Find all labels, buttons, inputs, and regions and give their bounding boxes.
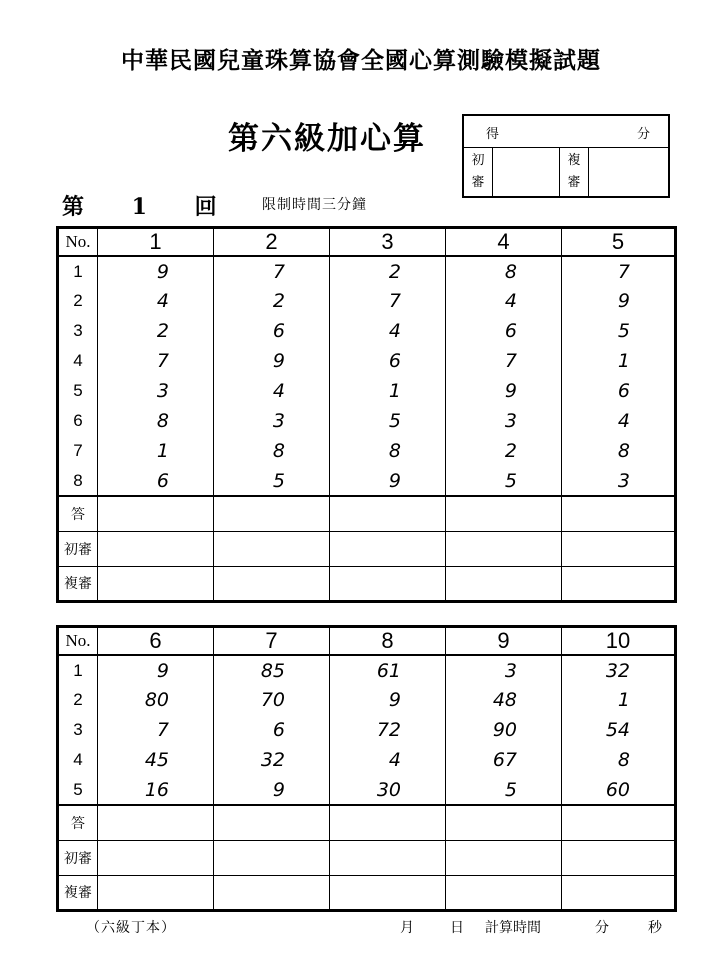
round-label: 第 1 回 bbox=[62, 194, 237, 220]
answer-cell[interactable] bbox=[562, 496, 676, 531]
answer-cell[interactable] bbox=[562, 805, 676, 840]
problem-value: 48 bbox=[446, 685, 562, 715]
problem-value: 3 bbox=[562, 466, 676, 496]
problem-number-header: 1 bbox=[98, 228, 214, 257]
table-row bbox=[58, 655, 676, 685]
problem-value: 3 bbox=[446, 406, 562, 436]
first-review-label: 初審 bbox=[471, 153, 485, 190]
problem-value: 85 bbox=[214, 655, 330, 685]
problem-value: 7 bbox=[562, 256, 676, 286]
row-number: 1 bbox=[58, 256, 98, 286]
problem-table-b bbox=[56, 625, 677, 912]
table-row bbox=[58, 775, 676, 805]
problem-value: 2 bbox=[214, 286, 330, 316]
problem-value: 6 bbox=[98, 466, 214, 496]
problem-value: 8 bbox=[562, 436, 676, 466]
header-row bbox=[58, 627, 676, 656]
answer-cell[interactable] bbox=[330, 531, 446, 566]
problem-value: 70 bbox=[214, 685, 330, 715]
answer-row-label: 初審 bbox=[58, 531, 98, 566]
answer-cell[interactable] bbox=[214, 805, 330, 840]
problem-value: 9 bbox=[330, 466, 446, 496]
answer-cell[interactable] bbox=[98, 875, 214, 910]
table-row bbox=[58, 685, 676, 715]
problem-value: 9 bbox=[330, 685, 446, 715]
answer-cell[interactable] bbox=[98, 840, 214, 875]
problem-number-header: 4 bbox=[446, 228, 562, 257]
second-review-label-cell bbox=[560, 147, 589, 198]
problem-value: 3 bbox=[98, 376, 214, 406]
problem-value: 3 bbox=[214, 406, 330, 436]
table-row bbox=[58, 745, 676, 775]
problem-value: 16 bbox=[98, 775, 214, 805]
problem-value: 7 bbox=[446, 346, 562, 376]
problem-value: 72 bbox=[330, 715, 446, 745]
answer-cell[interactable] bbox=[330, 496, 446, 531]
problem-value: 61 bbox=[330, 655, 446, 685]
problem-value: 6 bbox=[330, 346, 446, 376]
problem-value: 4 bbox=[330, 745, 446, 775]
day-label: 日 bbox=[450, 920, 464, 936]
problem-value: 1 bbox=[562, 685, 676, 715]
problem-value: 5 bbox=[562, 316, 676, 346]
answer-cell[interactable] bbox=[446, 531, 562, 566]
problem-value: 4 bbox=[330, 316, 446, 346]
table-row bbox=[58, 466, 676, 496]
answer-row-label: 答 bbox=[58, 496, 98, 531]
table-row bbox=[58, 406, 676, 436]
row-number: 3 bbox=[58, 715, 98, 745]
problem-value: 67 bbox=[446, 745, 562, 775]
row-number: 4 bbox=[58, 745, 98, 775]
problem-value: 9 bbox=[446, 376, 562, 406]
problem-value: 54 bbox=[562, 715, 676, 745]
table-row bbox=[58, 376, 676, 406]
answer-cell[interactable] bbox=[446, 496, 562, 531]
problem-value: 9 bbox=[214, 775, 330, 805]
month-label: 月 bbox=[400, 920, 414, 936]
first-review-field[interactable] bbox=[493, 147, 560, 198]
answer-row bbox=[58, 566, 676, 601]
minutes-label: 分 bbox=[595, 920, 609, 936]
problem-number-header: 6 bbox=[98, 627, 214, 656]
problem-number-header: 5 bbox=[562, 228, 676, 257]
table-row bbox=[58, 286, 676, 316]
problem-value: 5 bbox=[446, 466, 562, 496]
row-number: 1 bbox=[58, 655, 98, 685]
problem-number-header: 2 bbox=[214, 228, 330, 257]
problem-value: 5 bbox=[446, 775, 562, 805]
row-number: 8 bbox=[58, 466, 98, 496]
problem-number-header: 10 bbox=[562, 627, 676, 656]
problem-value: 7 bbox=[98, 346, 214, 376]
answer-cell[interactable] bbox=[98, 566, 214, 601]
problem-value: 8 bbox=[330, 436, 446, 466]
problem-value: 32 bbox=[214, 745, 330, 775]
row-number: 4 bbox=[58, 346, 98, 376]
problem-value: 2 bbox=[446, 436, 562, 466]
problem-value: 6 bbox=[562, 376, 676, 406]
problem-value: 8 bbox=[98, 406, 214, 436]
answer-cell[interactable] bbox=[562, 875, 676, 910]
first-review-label-cell bbox=[464, 147, 493, 198]
answer-cell[interactable] bbox=[446, 805, 562, 840]
no-header: No. bbox=[58, 228, 98, 257]
table-row bbox=[58, 436, 676, 466]
row-number: 5 bbox=[58, 376, 98, 406]
problem-number-header: 8 bbox=[330, 627, 446, 656]
second-review-label: 複審 bbox=[567, 153, 581, 190]
answer-row bbox=[58, 840, 676, 875]
answer-cell[interactable] bbox=[330, 805, 446, 840]
no-header: No. bbox=[58, 627, 98, 656]
problem-value: 1 bbox=[562, 346, 676, 376]
problem-value: 80 bbox=[98, 685, 214, 715]
answer-cell[interactable] bbox=[562, 531, 676, 566]
row-number: 2 bbox=[58, 685, 98, 715]
score-row bbox=[464, 116, 668, 148]
problem-value: 9 bbox=[98, 655, 214, 685]
row-number: 6 bbox=[58, 406, 98, 436]
answer-cell[interactable] bbox=[98, 805, 214, 840]
answer-cell[interactable] bbox=[446, 566, 562, 601]
problem-value: 5 bbox=[330, 406, 446, 436]
problem-value: 4 bbox=[562, 406, 676, 436]
answer-cell[interactable] bbox=[562, 840, 676, 875]
answer-cell[interactable] bbox=[330, 875, 446, 910]
problem-value: 8 bbox=[214, 436, 330, 466]
main-title: 中華民國兒童珠算協會全國心算測驗模擬試題 bbox=[121, 47, 601, 74]
problem-value: 7 bbox=[214, 256, 330, 286]
problem-value: 4 bbox=[214, 376, 330, 406]
problem-value: 30 bbox=[330, 775, 446, 805]
answer-row-label: 答 bbox=[58, 805, 98, 840]
problem-value: 7 bbox=[98, 715, 214, 745]
table-row bbox=[58, 715, 676, 745]
answer-row bbox=[58, 805, 676, 840]
edition-label: （六級丁本） bbox=[86, 920, 176, 936]
answer-row-label: 複審 bbox=[58, 566, 98, 601]
points-label: 分 bbox=[636, 127, 650, 142]
header-row bbox=[58, 228, 676, 257]
score-label: 得 bbox=[486, 127, 500, 142]
problem-number-header: 3 bbox=[330, 228, 446, 257]
problem-value: 5 bbox=[214, 466, 330, 496]
answer-cell[interactable] bbox=[98, 531, 214, 566]
problem-value: 9 bbox=[98, 256, 214, 286]
problem-number-header: 7 bbox=[214, 627, 330, 656]
answer-row bbox=[58, 496, 676, 531]
time-limit: 限制時間三分鐘 bbox=[262, 197, 367, 213]
answer-cell[interactable] bbox=[98, 496, 214, 531]
problem-value: 7 bbox=[330, 286, 446, 316]
seconds-label: 秒 bbox=[648, 920, 662, 936]
problem-value: 3 bbox=[446, 655, 562, 685]
problem-value: 6 bbox=[446, 316, 562, 346]
table-row bbox=[58, 316, 676, 346]
problem-value: 32 bbox=[562, 655, 676, 685]
problem-value: 8 bbox=[446, 256, 562, 286]
problem-value: 9 bbox=[562, 286, 676, 316]
answer-row bbox=[58, 531, 676, 566]
table-row bbox=[58, 346, 676, 376]
row-number: 3 bbox=[58, 316, 98, 346]
problem-value: 2 bbox=[330, 256, 446, 286]
calc-time-label: 計算時間 bbox=[485, 920, 541, 936]
answer-cell[interactable] bbox=[214, 840, 330, 875]
answer-cell[interactable] bbox=[214, 496, 330, 531]
problem-value: 6 bbox=[214, 316, 330, 346]
table-row bbox=[58, 256, 676, 286]
score-box bbox=[462, 114, 670, 198]
answer-cell[interactable] bbox=[330, 566, 446, 601]
problem-value: 60 bbox=[562, 775, 676, 805]
problem-number-header: 9 bbox=[446, 627, 562, 656]
row-number: 2 bbox=[58, 286, 98, 316]
answer-row-label: 初審 bbox=[58, 840, 98, 875]
problem-value: 6 bbox=[214, 715, 330, 745]
answer-cell[interactable] bbox=[214, 531, 330, 566]
answer-cell[interactable] bbox=[446, 840, 562, 875]
problem-value: 4 bbox=[446, 286, 562, 316]
answer-cell[interactable] bbox=[214, 875, 330, 910]
problem-value: 1 bbox=[330, 376, 446, 406]
problem-table-a bbox=[56, 226, 677, 603]
problem-value: 9 bbox=[214, 346, 330, 376]
problem-value: 4 bbox=[98, 286, 214, 316]
answer-cell[interactable] bbox=[446, 875, 562, 910]
row-number: 5 bbox=[58, 775, 98, 805]
answer-cell[interactable] bbox=[562, 566, 676, 601]
problem-value: 90 bbox=[446, 715, 562, 745]
answer-row-label: 複審 bbox=[58, 875, 98, 910]
answer-row bbox=[58, 875, 676, 910]
problem-value: 1 bbox=[98, 436, 214, 466]
answer-cell[interactable] bbox=[330, 840, 446, 875]
problem-value: 2 bbox=[98, 316, 214, 346]
problem-value: 45 bbox=[98, 745, 214, 775]
sub-title: 第六級加心算 bbox=[228, 121, 426, 157]
problem-value: 8 bbox=[562, 745, 676, 775]
answer-cell[interactable] bbox=[214, 566, 330, 601]
row-number: 7 bbox=[58, 436, 98, 466]
